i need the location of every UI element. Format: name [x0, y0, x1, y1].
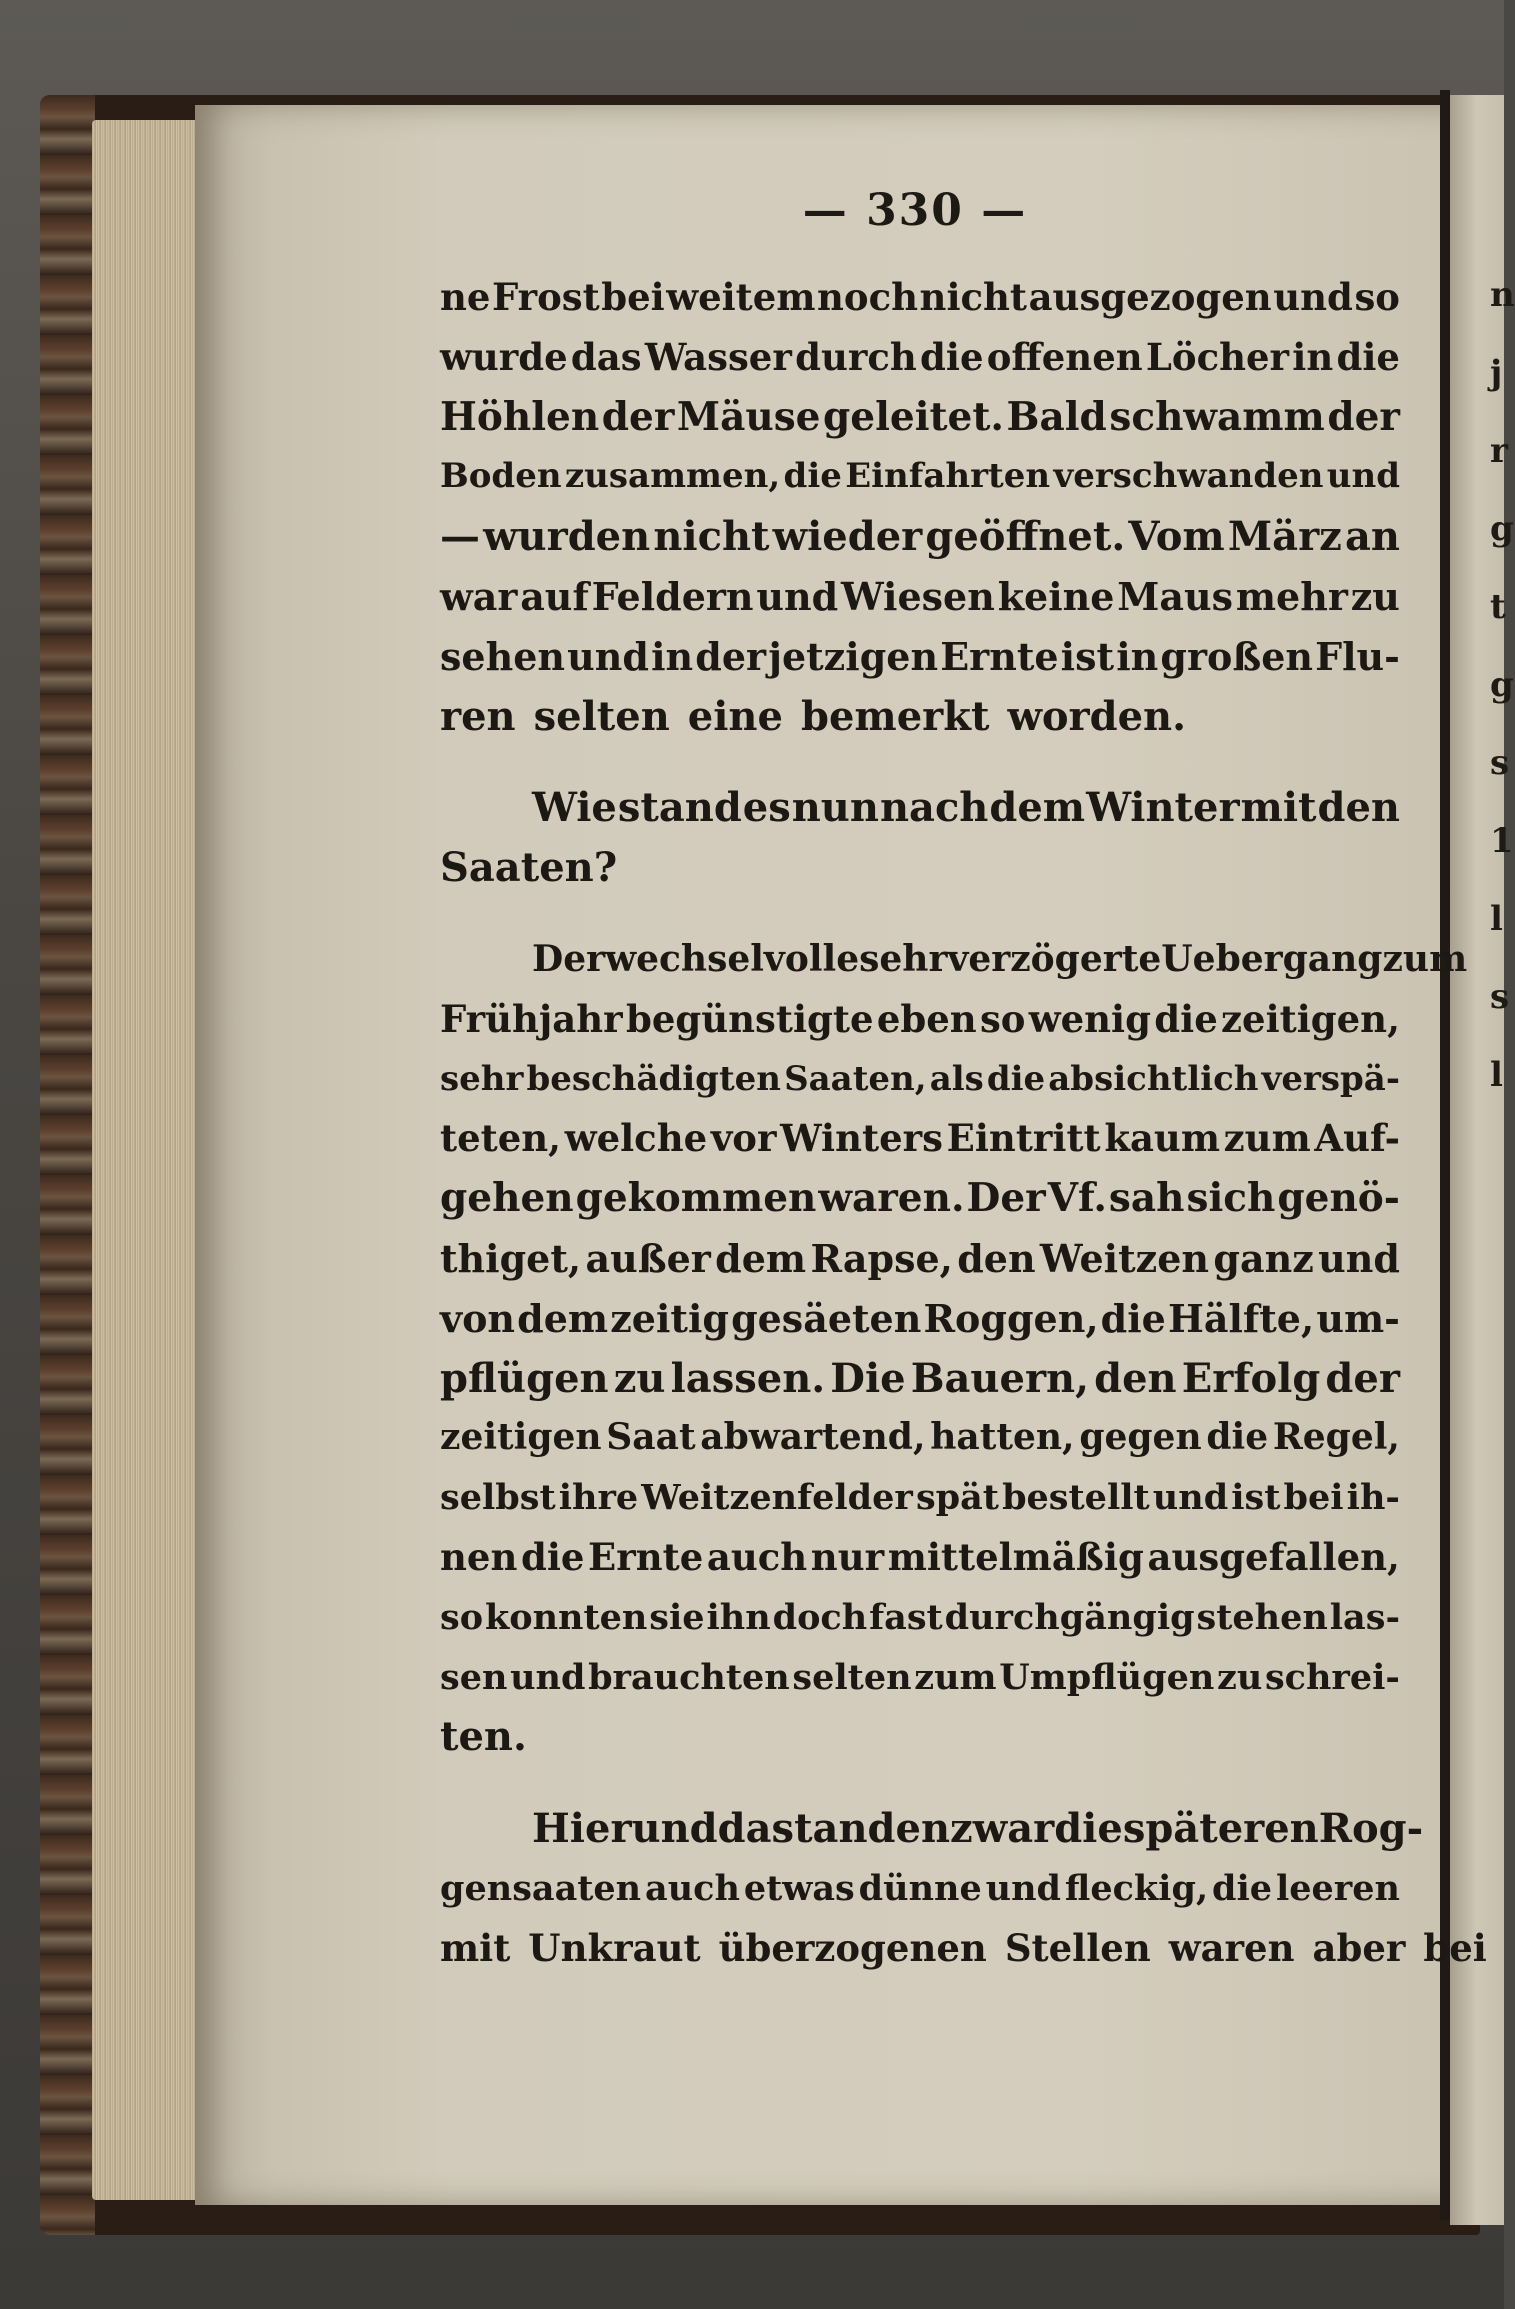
text-line: — wurden nicht wieder geöffnet. Vom März an [440, 513, 1400, 561]
facing-page-letter: j [1490, 353, 1503, 393]
text-line: Saaten? [440, 844, 618, 892]
text-line: mit Unkraut überzogenen Stellen waren aber bei [440, 1925, 1487, 1970]
text-line: Hier und da standen zwar die späteren Rog- [532, 1805, 1424, 1853]
text-line: sehr beschädigten Saaten, als die absichtlich verspä- [440, 1058, 1400, 1099]
page-body-text [440, 268, 1487, 1979]
facing-page-edge [1450, 95, 1504, 2225]
text-line: pflügen zu lassen. Die Bauern, den Erfolg der [440, 1354, 1400, 1402]
facing-page-letter: t [1490, 587, 1506, 627]
text-line: Boden zusammen, die Einfahrten verschwanden und [440, 456, 1400, 497]
facing-page-letter: n [1490, 275, 1515, 315]
text-line: gensaaten auch etwas dünne und fleckig, die leeren [440, 1867, 1400, 1909]
facing-page-letter: r [1490, 431, 1508, 471]
text-line: ne Frost bei weitem noch nicht ausgezogen und so [440, 275, 1400, 319]
text-line: ren selten eine bemerkt worden. [440, 692, 1187, 740]
text-line: wurde das Wasser durch die offenen Löcher in die [440, 334, 1400, 379]
text-line: sen und brauchten selten zum Umpflügen zu schrei- [440, 1656, 1400, 1698]
text-line: Wie stand es nun nach dem Winter mit den [532, 784, 1400, 832]
text-line: sehen und in der jetzigen Ernte ist in großen Flu- [440, 633, 1400, 679]
book-cover-edge [40, 95, 95, 2235]
page-number-header: — 330 — [802, 185, 1028, 236]
text-line: gehen gekommen waren. Der Vf. sah sich genö- [440, 1175, 1400, 1222]
facing-page-letter: s [1490, 743, 1510, 783]
text-line: ten. [440, 1713, 527, 1761]
facing-page-letter: 1 [1490, 821, 1514, 861]
text-line: selbst ihre Weitzenfelder spät bestellt und ist bei ih- [440, 1477, 1400, 1519]
facing-page-letter: l [1490, 1055, 1503, 1095]
facing-page-letter: l [1490, 899, 1503, 939]
text-line: war auf Feldern und Wiesen keine Maus mehr zu [440, 573, 1400, 619]
facing-page-letter: g [1490, 665, 1514, 705]
text-line: nen die Ernte auch nur mittelmäßig ausgefallen, [440, 1534, 1400, 1579]
text-line: Höhlen der Mäuse geleitet. Bald schwamm der [440, 393, 1400, 440]
facing-page-letter: g [1490, 509, 1514, 549]
text-line: so konnten sie ihn doch fast durchgängig stehen las- [440, 1596, 1400, 1638]
text-line: teten, welche vor Winters Eintritt kaum zum Auf- [440, 1116, 1400, 1161]
text-line: zeitigen Saat abwartend, hatten, gegen die Regel, [440, 1416, 1400, 1459]
page-stack-edge [92, 120, 202, 2200]
text-line: thiget, außer dem Rapse, den Weitzen ganz und [440, 1235, 1400, 1281]
text-line: von dem zeitig gesäeten Roggen, die Hälfte, um- [440, 1295, 1400, 1341]
facing-page-letter: s [1490, 977, 1510, 1017]
text-line: Frühjahr begünstigte eben so wenig die zeitigen, [440, 996, 1400, 1041]
text-line: Der wechselvolle sehr verzögerte Uebergang zum [532, 937, 1468, 980]
book-gutter [1440, 90, 1450, 2220]
